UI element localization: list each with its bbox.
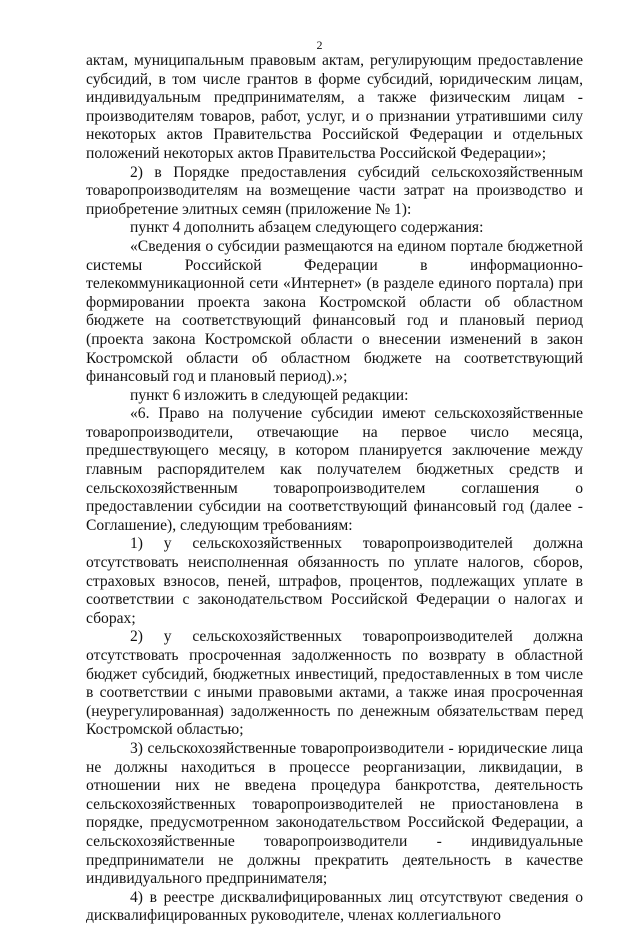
paragraph-requirement-3: 3) сельскохозяйственные товаропроизводители - юридические лица не должны находиться в процессе реорганизации, ликвидации, в отношении них не введена процедура банкротства, деятельность сельскохозяйственных товаропроизводителей не приостановлена в порядке, предусмотренном законодательством Российской Федерации, а сельскохозяйственные товаропроизводители - индивидуальные предприниматели не должны прекратить деятельность в качестве индивидуального предпринимателя; [86, 739, 583, 888]
paragraph-item-2: 2) в Порядке предоставления субсидий сельскохозяйственным товаропроизводителям на возмещение части затрат на производство и приобретение элитных семян (приложение № 1): [86, 163, 583, 218]
paragraph-requirement-4: 4) в реестре дисквалифицированных лиц отсутствуют сведения о дисквалифицированных руководителе, членах коллегиального [86, 888, 583, 925]
paragraph-point-4-intro: пункт 4 дополнить абзацем следующего содержания: [130, 219, 484, 237]
paragraph-requirement-1: 1) у сельскохозяйственных товаропроизводителей должна отсутствовать неисполненная обязанность по уплате налогов, сборов, страховых взносов, пеней, штрафов, процентов, подлежащих уплате в соответствии с законодательством Российской Федерации о налогах и сборах; [86, 535, 583, 627]
page-number: 2 [316, 38, 323, 52]
paragraph-point-6-intro: пункт 6 изложить в следующей редакции: [130, 386, 409, 404]
paragraph-requirement-2: 2) у сельскохозяйственных товаропроизводителей должна отсутствовать просроченная задолженность по возврату в областной бюджет субсидий, бюджетных инвестиций, предоставленных в том числе в соответствии с иными правовыми актами, а также иная просроченная (неурегулированная) задолженность по денежным обязательствам перед Костромской областью; [86, 628, 583, 739]
paragraph-quote-subsidy-info: «Сведения о субсидии размещаются на едином портале бюджетной системы Российской Федерации в информационно-телекоммуникационной сети «Интернет» (в разделе единого портала) при формировании проекта закона Костромской области об областном бюджете на соответствующий финансовый год и плановый период (проекта закона Костромской области о внесении изменений в закон Костромской области об областном бюджете на соответствующий финансовый год и плановый период).»; [86, 237, 583, 386]
paragraph-continuation: актам, муниципальным правовым актам, регулирующим предоставление субсидий, в том числе грантов в форме субсидий, юридическим лицам, индивидуальным предпринимателям, а также физическим лицам - производителям товаров, работ, услуг, и о признании утратившими силу некоторых актов Правительства Российской Федерации и отдельных положений некоторых актов Правительства Российской Федерации»; [86, 52, 583, 162]
document-body [86, 52, 583, 926]
paragraph-point-6-text: «6. Право на получение субсидии имеют сельскохозяйственные товаропроизводители, отвечающие на первое число месяца, предшествующего месяцу, в котором планируется заключение между главным распорядителем как получателем бюджетных средств и сельскохозяйственным товаропроизводителем соглашения о предоставлении субсидии на соответствующий финансовый год (далее - Соглашение), следующим требованиям: [86, 405, 583, 534]
